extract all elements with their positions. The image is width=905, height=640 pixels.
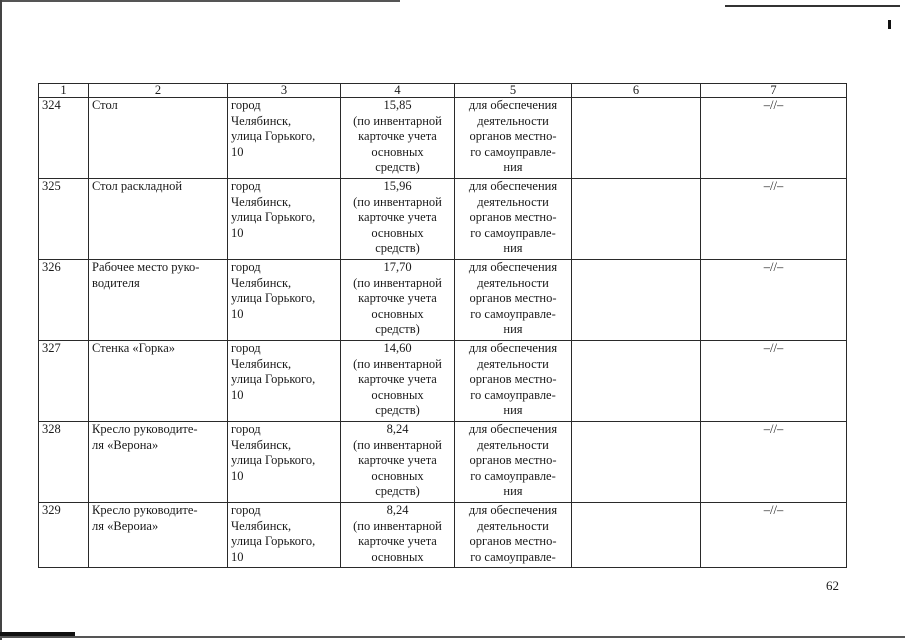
item-purpose: для обеспечения деятельности органов местно- го самоуправле- ния bbox=[455, 98, 572, 179]
item-address: город Челябинск, улица Горького, 10 bbox=[228, 260, 341, 341]
item-name: Стол bbox=[89, 98, 228, 179]
item-purpose: для обеспечения деятельности органов местно- го самоуправле- ния bbox=[455, 422, 572, 503]
table-row bbox=[39, 422, 847, 503]
scan-edge-bottom bbox=[0, 636, 905, 638]
item-col7: –//– bbox=[701, 422, 847, 503]
row-number: 326 bbox=[39, 260, 89, 341]
item-col7: –//– bbox=[701, 503, 847, 568]
item-purpose: для обеспечения деятельности органов местно- го самоуправле- ния bbox=[455, 341, 572, 422]
table-row bbox=[39, 98, 847, 179]
item-value: 15,85 (по инвентарной карточке учета основных средств) bbox=[341, 98, 455, 179]
table-row bbox=[39, 503, 847, 568]
item-address: город Челябинск, улица Горького, 10 bbox=[228, 179, 341, 260]
item-address: город Челябинск, улица Горького, 10 bbox=[228, 422, 341, 503]
column-header: 5 bbox=[455, 84, 572, 98]
column-header: 2 bbox=[89, 84, 228, 98]
item-col7: –//– bbox=[701, 341, 847, 422]
item-value: 15,96 (по инвентарной карточке учета основных средств) bbox=[341, 179, 455, 260]
table-header-row bbox=[39, 84, 847, 98]
column-header: 3 bbox=[228, 84, 341, 98]
item-col6 bbox=[572, 422, 701, 503]
column-header: 6 bbox=[572, 84, 701, 98]
scan-edge-top bbox=[0, 0, 400, 2]
row-number: 327 bbox=[39, 341, 89, 422]
item-name: Кресло руководите- ля «Верона» bbox=[89, 422, 228, 503]
scan-edge-left bbox=[0, 0, 2, 640]
item-col7: –//– bbox=[701, 98, 847, 179]
item-col7: –//– bbox=[701, 260, 847, 341]
property-register-table bbox=[38, 83, 847, 568]
row-number: 325 bbox=[39, 179, 89, 260]
row-number: 329 bbox=[39, 503, 89, 568]
item-value: 17,70 (по инвентарной карточке учета основных средств) bbox=[341, 260, 455, 341]
row-number: 324 bbox=[39, 98, 89, 179]
column-header: 1 bbox=[39, 84, 89, 98]
scan-mark bbox=[888, 20, 891, 29]
item-col6 bbox=[572, 179, 701, 260]
item-purpose: для обеспечения деятельности органов местно- го самоуправле- bbox=[455, 503, 572, 568]
row-number: 328 bbox=[39, 422, 89, 503]
item-address: город Челябинск, улица Горького, 10 bbox=[228, 341, 341, 422]
scan-edge-bottom-mark bbox=[0, 632, 75, 636]
column-header: 7 bbox=[701, 84, 847, 98]
item-address: город Челябинск, улица Горького, 10 bbox=[228, 503, 341, 568]
item-col6 bbox=[572, 98, 701, 179]
item-value: 8,24 (по инвентарной карточке учета основных bbox=[341, 503, 455, 568]
item-col6 bbox=[572, 260, 701, 341]
item-name: Стол раскладной bbox=[89, 179, 228, 260]
table-row bbox=[39, 341, 847, 422]
item-value: 14,60 (по инвентарной карточке учета основных средств) bbox=[341, 341, 455, 422]
scan-edge-top-right bbox=[725, 5, 900, 7]
item-name: Кресло руководите- ля «Вероиа» bbox=[89, 503, 228, 568]
table-row bbox=[39, 179, 847, 260]
item-value: 8,24 (по инвентарной карточке учета основных средств) bbox=[341, 422, 455, 503]
item-col6 bbox=[572, 341, 701, 422]
item-name: Рабочее место руко- водителя bbox=[89, 260, 228, 341]
item-purpose: для обеспечения деятельности органов местно- го самоуправле- ния bbox=[455, 179, 572, 260]
item-address: город Челябинск, улица Горького, 10 bbox=[228, 98, 341, 179]
table-row bbox=[39, 260, 847, 341]
item-col7: –//– bbox=[701, 179, 847, 260]
column-header: 4 bbox=[341, 84, 455, 98]
page-number: 62 bbox=[826, 578, 839, 593]
item-purpose: для обеспечения деятельности органов местно- го самоуправле- ния bbox=[455, 260, 572, 341]
item-name: Стенка «Горка» bbox=[89, 341, 228, 422]
item-col6 bbox=[572, 503, 701, 568]
